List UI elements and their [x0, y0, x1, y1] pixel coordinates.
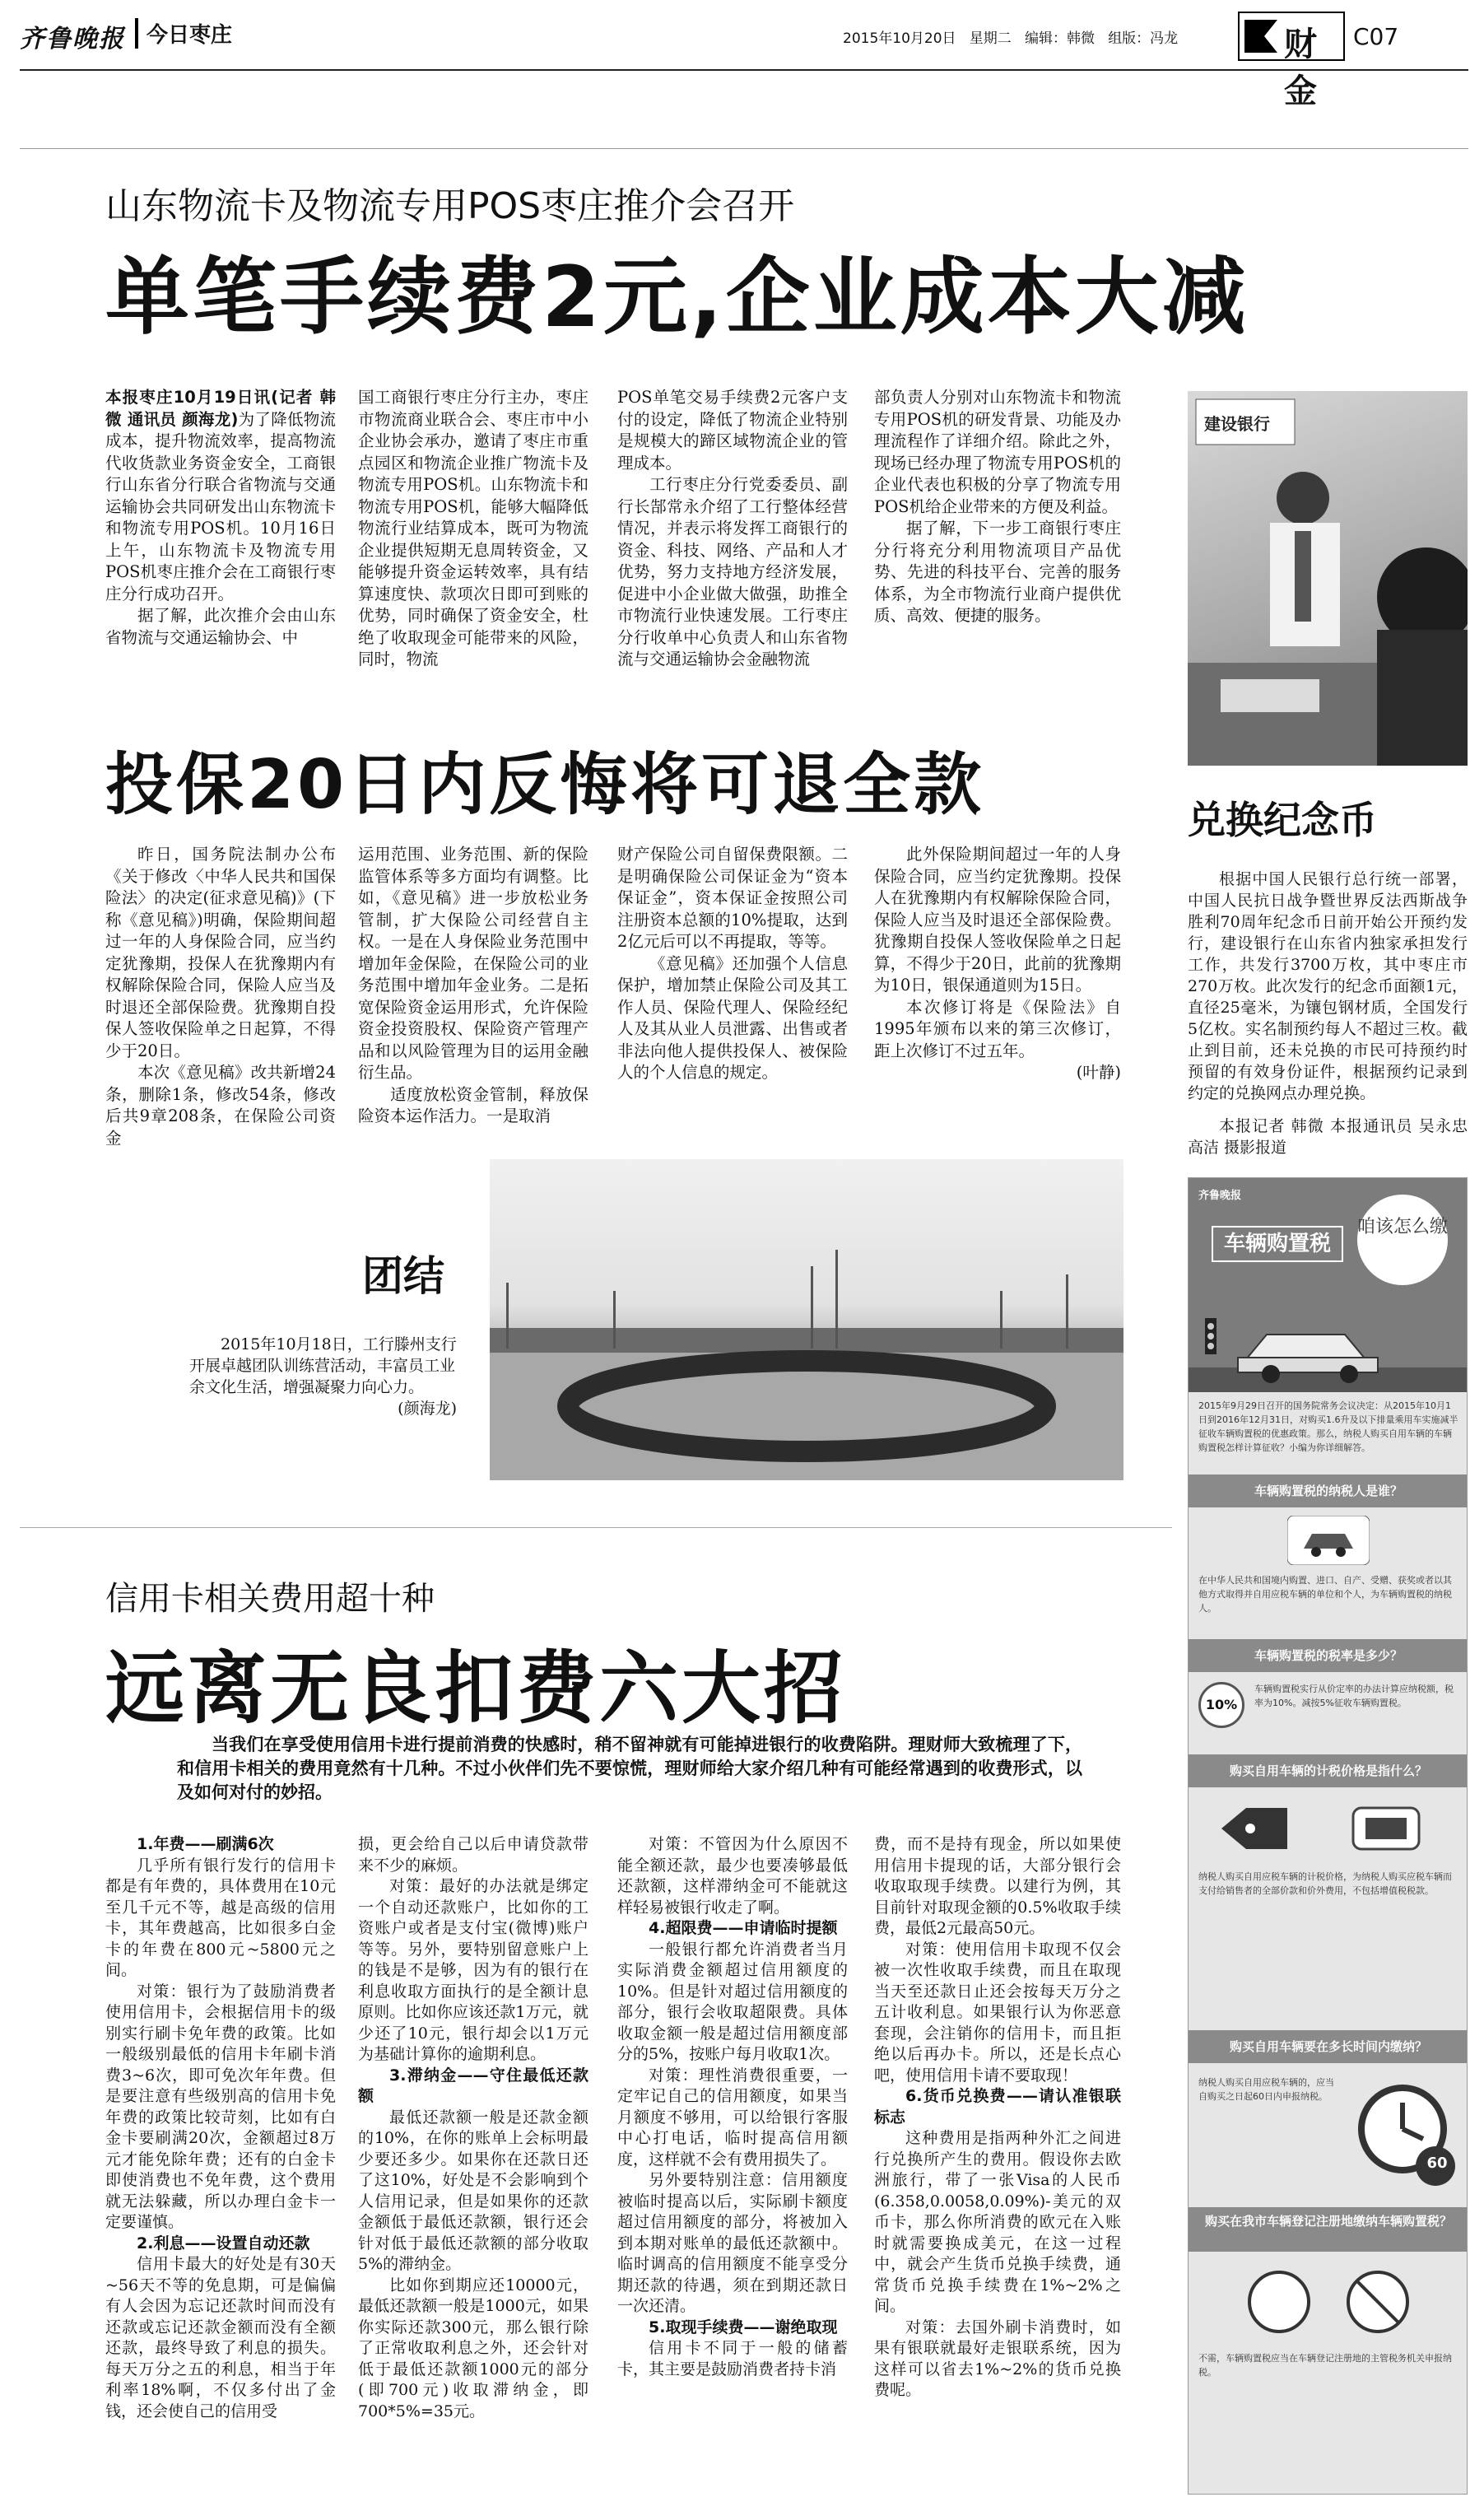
- editor: 编辑：韩微: [1024, 30, 1095, 47]
- article1-col4: 部负责人分别对山东物流卡和物流专用POS机的研发背景、功能及办理流程作了详细介绍。除此之外，现场已经办理了物流专用POS机的企业代表也积极的分享了物流专用POS机给企业带来的方便及利益。 据了解，下一步工商银行枣庄分行将充分利用物流项目产品优势、先进的科技平台、完善的服务体系，为全市物流行业商户提供优质、高效、便捷的服务。: [874, 388, 1121, 625]
- layout-editor: 组版：冯龙: [1108, 30, 1179, 47]
- article2-headline: 投保20日内反悔将可退全款: [105, 746, 985, 824]
- coin-title: 兑换纪念币: [1188, 798, 1377, 842]
- yes-no-icon: [1238, 2265, 1419, 2339]
- infographic-intro: 2015年9月29日召开的国务院常务会议决定：从2015年10月1日到2016年12月31日，对购买1.6升及以下排量乘用车实施减半征收车辆购置税的优惠政策。那么，纳税人购买自用车辆的车辆购置税怎样计算征收？小编为你详细解答。: [1198, 1400, 1458, 1453]
- infographic-q4: 购买自用车辆要在多长时间内缴纳？: [1189, 2030, 1468, 2063]
- article3-col2: 损，更会给自己以后申请贷款带来不少的麻烦。 对策：最好的办法就是绑定一个自动还款账户，比如你的工资账户或者是支付宝(微博)账户等等。另外，要特别留意账户上的钱是不是够，因为有的银行在利息收取方面执行的是全额计息原则。比如你应该还款1万元，就少还了10元，银行却会以1万元为基础计算你的逾期利息。 3.滞纳金——守住最低还款额 最低还款额一般是还款金额的10%，在你的账单上会标明最少要还多少。如果你在还款日还了这10%，好处是不会影响到个人信用记录，但是如果你的还款金额低于最低还款额，银行还会针对低于最低还款额的部分收取5%的滞纳金。 比如你到期应还10000元，最低还款额一般是1000元，如果你实际还款300元，那么银行除了正常收取利息之外，还会针对低于最低还款额1000元的部分(即700元)收取滞纳金，即700*5%=35元。: [358, 1835, 588, 2420]
- infographic-bubble: 咱该怎么缴: [1357, 1195, 1448, 1285]
- price-tag-icon: [1213, 1800, 1444, 1857]
- section-tag: 今日枣庄: [135, 18, 232, 49]
- dateline: [843, 26, 1178, 47]
- coin-body: 根据中国人民银行总行统一部署，中国人民抗日战争暨世界反法西斯战争胜利70周年纪念币日前开始公开预约发行，建设银行在山东省内独家承担发行工作，共发行3700万枚，其中枣庄市270万枚。此次发行的纪念币面额1元，直径25毫米，为镶包钢材质，全国发行5亿枚。实名制预约每人不超过三枚。截止到目前，还未兑换的市民可持预约时预留的有效身份证件，根据预约记录到约定的兑换网点办理兑换。: [1188, 870, 1468, 1102]
- tax-infographic: [1188, 1177, 1468, 2495]
- weekday: 星期二: [969, 30, 1012, 47]
- infographic-q5: 购买在我市车辆登记注册地缴纳车辆购置税？: [1189, 2207, 1468, 2252]
- infographic-q1: 车辆购置税的纳税人是谁？: [1189, 1474, 1468, 1507]
- article1-byline: 本报枣庄10月19日讯(记者 韩微 通讯员 颜海龙): [105, 388, 336, 429]
- clock-icon: [1353, 2071, 1460, 2195]
- page-arrow-icon: [1244, 20, 1277, 53]
- article2-col4: 此外保险期间超过一年的人身保险合同，应当约定犹豫期。投保人在犹豫期内有权解除保险合同，保险人应当及时退还全部保险费。犹豫期自投保人签收保险单之日起算，不得少于20日，此前的犹豫期为10日，银保通道则为15日。 本次修订将是《保险法》自1995年颁布以来的第三次修订，距上次修订不过五年。 (叶静): [874, 844, 1121, 1148]
- article3-rule: [20, 1527, 1172, 1528]
- page-header: [20, 12, 1468, 110]
- sixty-days-badge: 60: [1426, 2155, 1448, 2172]
- article3-col3: 对策：不管因为什么原因不能全额还款，最少也要凑够最低还款额，这样滞纳金可不能就这样轻易被银行收走了啊。 4.超限费——申请临时提额 一般银行都允许消费者当月实际消费金额超过信用额度的10%。但是针对超过信用额度的部分，银行会收取超限费。具体收取金额一般是超过信用额度部分的5%，按账户每月收取1次。 对策：理性消费很重要，一定牢记自己的信用额度，如果当月额度不够用，可以给银行客服中心打电话，临时提高信用额度，这样就不会有费用损失了。 另外要特别注意：信用额度被临时提高以后，实际刷卡额度超过信用额度的部分，将被加入到本期对账单的最低还款额中。临时调高的信用额度不能享受分期还款的待遇，须在到期还款日一次还清。 5.取现手续费——谢绝取现 信用卡不同于一般的储蓄卡，其主要是鼓励消费者持卡消: [617, 1835, 848, 2378]
- bank-photo-illustration: [1188, 391, 1468, 766]
- infographic-brand: 齐鲁晚报: [1198, 1190, 1242, 1202]
- infographic-a4: 纳税人购买自用应税车辆的，应当自购买之日起60日内申报纳税。: [1198, 2077, 1334, 2102]
- article2-col1: 昨日，国务院法制办公布《关于修改〈中华人民共和国保险法〉的决定(征求意见稿)》(下称《意见稿》)明确，保险期间超过一年的人身保险合同，应当约定犹豫期，投保人在犹豫期内有权解除保险合同，保险人应当及时退还全部保险费。犹豫期自投保人签收保险单之日起算，不得少于20日。 本次《意见稿》改共新增24条，删除1条，修改54条，修改后共9章208条，在保险公司资金: [105, 845, 336, 1148]
- header-rule: [20, 69, 1468, 71]
- team-photo-illustration: [490, 1159, 1123, 1480]
- car-icon: [1287, 1516, 1370, 1565]
- unity-credit: (颜海龙): [398, 1400, 457, 1418]
- team-circle-photo: [490, 1159, 1123, 1480]
- article2-author: (叶静): [1076, 1063, 1121, 1082]
- infographic-q3: 购买自用车辆的计税价格是指什么？: [1189, 1754, 1468, 1787]
- date: 2015年10月20日: [843, 30, 956, 47]
- page-name-box: [1238, 12, 1345, 110]
- newspaper-brand: 齐鲁晚报: [20, 25, 125, 54]
- article1-col2: 国工商银行枣庄分行主办，枣庄市物流商业联合会、枣庄市中小企业协会承办，邀请了枣庄市重点园区和物流企业推广物流卡及物流专用POS机。山东物流卡和物流专用POS机，能够大幅降低物流行业结算成本，既可为物流企业提供短期无息周转资金，又能够提升资金运转效率，具有结算速度快、款项次日即可到账的优势，同时确保了资金安全，杜绝了收取现金可能带来的风险，同时，物流: [358, 388, 588, 669]
- article2-col2: 运用范围、业务范围、新的保险监管体系等多方面均有调整。比如，《意见稿》进一步放松业务管制，扩大保险公司经营自主权。一是在人身保险业务范围中增加年金保险，在保险公司的业务范围中增加年金业务。二是拓宽保险资金运用形式，允许保险资金投资股权、保险资产管理产品和以风险管理为目的运用金融衍生品。 适度放松资金管制，释放保险资本运作活力。一是取消: [358, 845, 588, 1125]
- article1-col3: POS单笔交易手续费2元客户支付的设定，降低了物流企业特别是规模大的蹄区域物流企业的管理成本。 工行枣庄分行党委委员、副行长郜常永介绍了工行整体经营情况，并表示将发挥工商银行的资金、科技、网络、产品和人才优势，努力支持地方经济发展，促进中小企业做大做强，助推全市物流行业快速发展。工行枣庄分行收单中心负责人和山东省物流与交通运输协会金融物流: [617, 388, 848, 669]
- article1-kicker: 山东物流卡及物流专用POS枣庄推介会召开: [105, 185, 795, 227]
- infographic-a5: 不需，车辆购置税应当在车辆登记注册地的主管税务机关申报纳税。: [1198, 2353, 1452, 2378]
- car-road-icon: [1189, 1285, 1468, 1392]
- infographic-q2: 车辆购置税的税率是多少？: [1189, 1639, 1468, 1672]
- bank-counter-photo: [1188, 391, 1468, 766]
- unity-caption: 2015年10月18日，工行滕州支行开展卓越团队训练营活动，丰富员工业余文化生活，增强凝聚力向心力。 (颜海龙): [189, 1335, 457, 1418]
- article1-headline: 单笔手续费2元,企业成本大减: [105, 249, 1249, 347]
- article3-lead: 当我们在享受使用信用卡进行提前消费的快感时，稍不留神就有可能掉进银行的收费陷阱。理财师大致梳理了下，和信用卡相关的费用竟然有十几种。不过小伙伴们先不要惊慌，理财师给大家介绍几种有可能经常遇到的收费形式，以及如何对付的妙招。: [177, 1735, 1082, 1802]
- article3-col4: 费，而不是持有现金，所以如果使用信用卡提现的话，大部分银行会收取取现手续费。以建行为例，其目前针对取现金额的0.5%收取手续费，最低2元最高50元。 对策：使用信用卡取现不仅会被一次性收取手续费，而且在取现当天至还款日止还会按每天万分之五计收利息。如果银行认为你恶意套现，会注销你的信用卡，而且拒绝以后再办卡。所以，还是长点心吧，使用信用卡请不要取现！ 6.货币兑换费——请认准银联标志 这种费用是指两种外汇之间进行兑换所产生的费用。假设你去欧洲旅行，带了一张Visa的人民币(6.358,0.0058,0.09%)-美元的双币卡，那么你所消费的欧元在入账时就需要换成美元，在这一过程中，就会产生货币兑换手续费，通常货币兑换手续费在1%~2%之间。 对策：去国外刷卡消费时，如果有银联就最好走银联系统，因为这样可以省去1%~2%的货币兑换费呢。: [874, 1835, 1121, 2399]
- article3-col1: 1.年费——刷满6次 几乎所有银行发行的信用卡都是有年费的，具体费用在10元至几千元不等，越是高级的信用卡，其年费越高，比如很多白金卡的年费在800元~5800元之间。 对策：银行为了鼓励消费者使用信用卡，会根据信用卡的级别实行刷卡免年费的政策。比如一般级别最低的信用卡年刷卡消费3~6次，即可免次年年费。但是要注意有些级别高的信用卡免年费的政策比较苛刻，比如有白金卡要刷满20次，金额超过8万元才能免除年费；还有的白金卡即使消费也不免年费，这个费用就无法躲藏，所以办理白金卡一定要谨慎。 2.利息——设置自动还款 信用卡最大的好处是有30天~56天不等的免息期，可是偏偏有人会因为忘记还款时间而没有还款或忘记还款金额而没有全额还款，最终导致了利息的损失。每天万分之五的利息，相当于年利率18%啊，不仅多付出了金钱，还会使自己的信用受: [105, 1835, 336, 2420]
- top-thin-rule: [20, 148, 1468, 149]
- infographic-title: 车辆购置税: [1212, 1226, 1343, 1262]
- coin-credit: 本报记者 韩微 本报通讯员 吴永忠 高洁 摄影报道: [1188, 1117, 1468, 1157]
- bank-sign: 建设银行: [1204, 414, 1270, 434]
- ten-percent-badge: 10%: [1198, 1682, 1244, 1728]
- article2-col3: 财产保险公司自留保费限额。二是明确保险公司保证金为“资本保证金”，资本保证金按照公司注册资本总额的10%提取，达到2亿元后可以不再提取，等等。 《意见稿》还加强个人信息保护，增加禁止保险公司及其工作人员、保险代理人、保险经纪人及其从业人员泄露、出售或者非法向他人提供投保人、被保险人的个人信息的规定。: [617, 845, 848, 1082]
- article3-kicker: 信用卡相关费用超十种: [105, 1580, 435, 1618]
- article3-headline: 远离无良扣费六大招: [105, 1642, 846, 1735]
- unity-title: 团结: [362, 1252, 444, 1300]
- page-number: C07: [1353, 23, 1399, 50]
- infographic-a3: 纳税人购买自用应税车辆的计税价格，为纳税人购买应税车辆而支付给销售者的全部价款和价外费用，不包括增值税税款。: [1198, 1871, 1452, 1896]
- article1-col1: 本报枣庄10月19日讯(记者 韩微 通讯员 颜海龙)为了降低物流成本，提升物流效率，提高物流代收货款业务资金安全，工商银行山东省分行联合省物流与交通运输协会共同研发出山东物流卡和物流专用POS机。10月16日上午，山东物流卡及物流专用POS机枣庄推介会在工商银行枣庄分行成功召开。 据了解，此次推介会由山东省物流与交通运输协会、中: [105, 388, 336, 647]
- infographic-a1: 在中华人民共和国境内购置、进口、自产、受赠、获奖或者以其他方式取得并自用应税车辆的单位和个人，为车辆购置税的纳税人。: [1198, 1575, 1452, 1614]
- page-name: 财金: [1284, 25, 1317, 110]
- infographic-a2: 车辆购置税实行从价定率的办法计算应纳税额，税率为10%。减按5%征收车辆购置税。: [1254, 1684, 1454, 1708]
